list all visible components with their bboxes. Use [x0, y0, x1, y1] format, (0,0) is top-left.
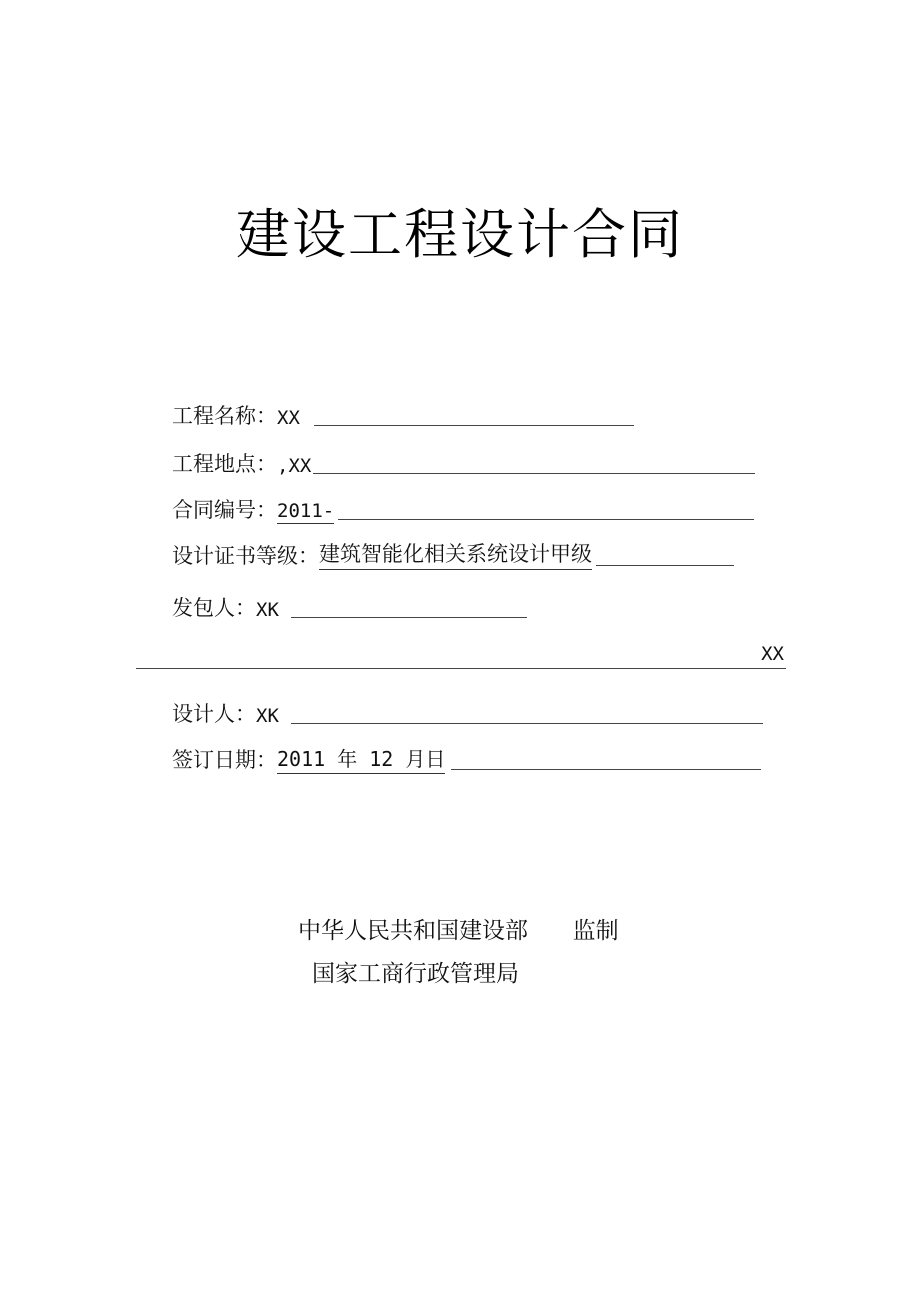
contract-number-field — [172, 492, 754, 524]
cert-grade-field — [172, 538, 734, 570]
document-title: 建设工程设计合同 — [236, 203, 684, 266]
designer-label: 设计人： — [172, 702, 256, 726]
contract-number-label: 合同编号： — [172, 498, 277, 522]
designer-blank-line — [291, 723, 763, 724]
client-value: XK — [256, 599, 279, 621]
cert-grade-value: 建筑智能化相关系统设计甲级 — [319, 538, 592, 570]
designer-field — [172, 696, 763, 728]
designer-value: XK — [256, 705, 279, 727]
project-name-blank-line — [314, 425, 634, 426]
contract-number-value: 2011- — [277, 500, 335, 522]
project-location-label: 工程地点： — [172, 452, 277, 476]
project-location-field — [172, 446, 755, 478]
client-field — [172, 590, 527, 622]
issuer-ministry-of-construction: 中华人民共和国建设部 — [298, 918, 528, 944]
project-name-field — [172, 398, 634, 430]
client-blank-line — [291, 617, 527, 618]
sign-date-field — [172, 742, 761, 774]
issuer-saic: 国家工商行政管理局 — [312, 961, 519, 987]
contract-number-blank-line — [338, 519, 754, 520]
footer-line-2 — [312, 955, 519, 988]
project-name-value: XX — [277, 407, 300, 429]
cert-grade-blank-line — [596, 565, 734, 566]
sign-date-label: 签订日期： — [172, 748, 277, 772]
sign-date-value: 2011 年 12 月日 — [277, 743, 445, 774]
project-location-blank-line — [313, 473, 755, 474]
client-continuation-value: XX — [761, 643, 784, 665]
client-continuation-row — [136, 640, 786, 669]
footer-line-1 — [298, 912, 619, 945]
client-label: 发包人： — [172, 596, 256, 620]
sign-date-blank-line — [451, 769, 761, 770]
project-location-value: ,XX — [277, 455, 312, 477]
supervision-label: 监制 — [572, 918, 619, 944]
cert-grade-label: 设计证书等级： — [172, 544, 319, 568]
project-name-label: 工程名称： — [172, 404, 277, 428]
